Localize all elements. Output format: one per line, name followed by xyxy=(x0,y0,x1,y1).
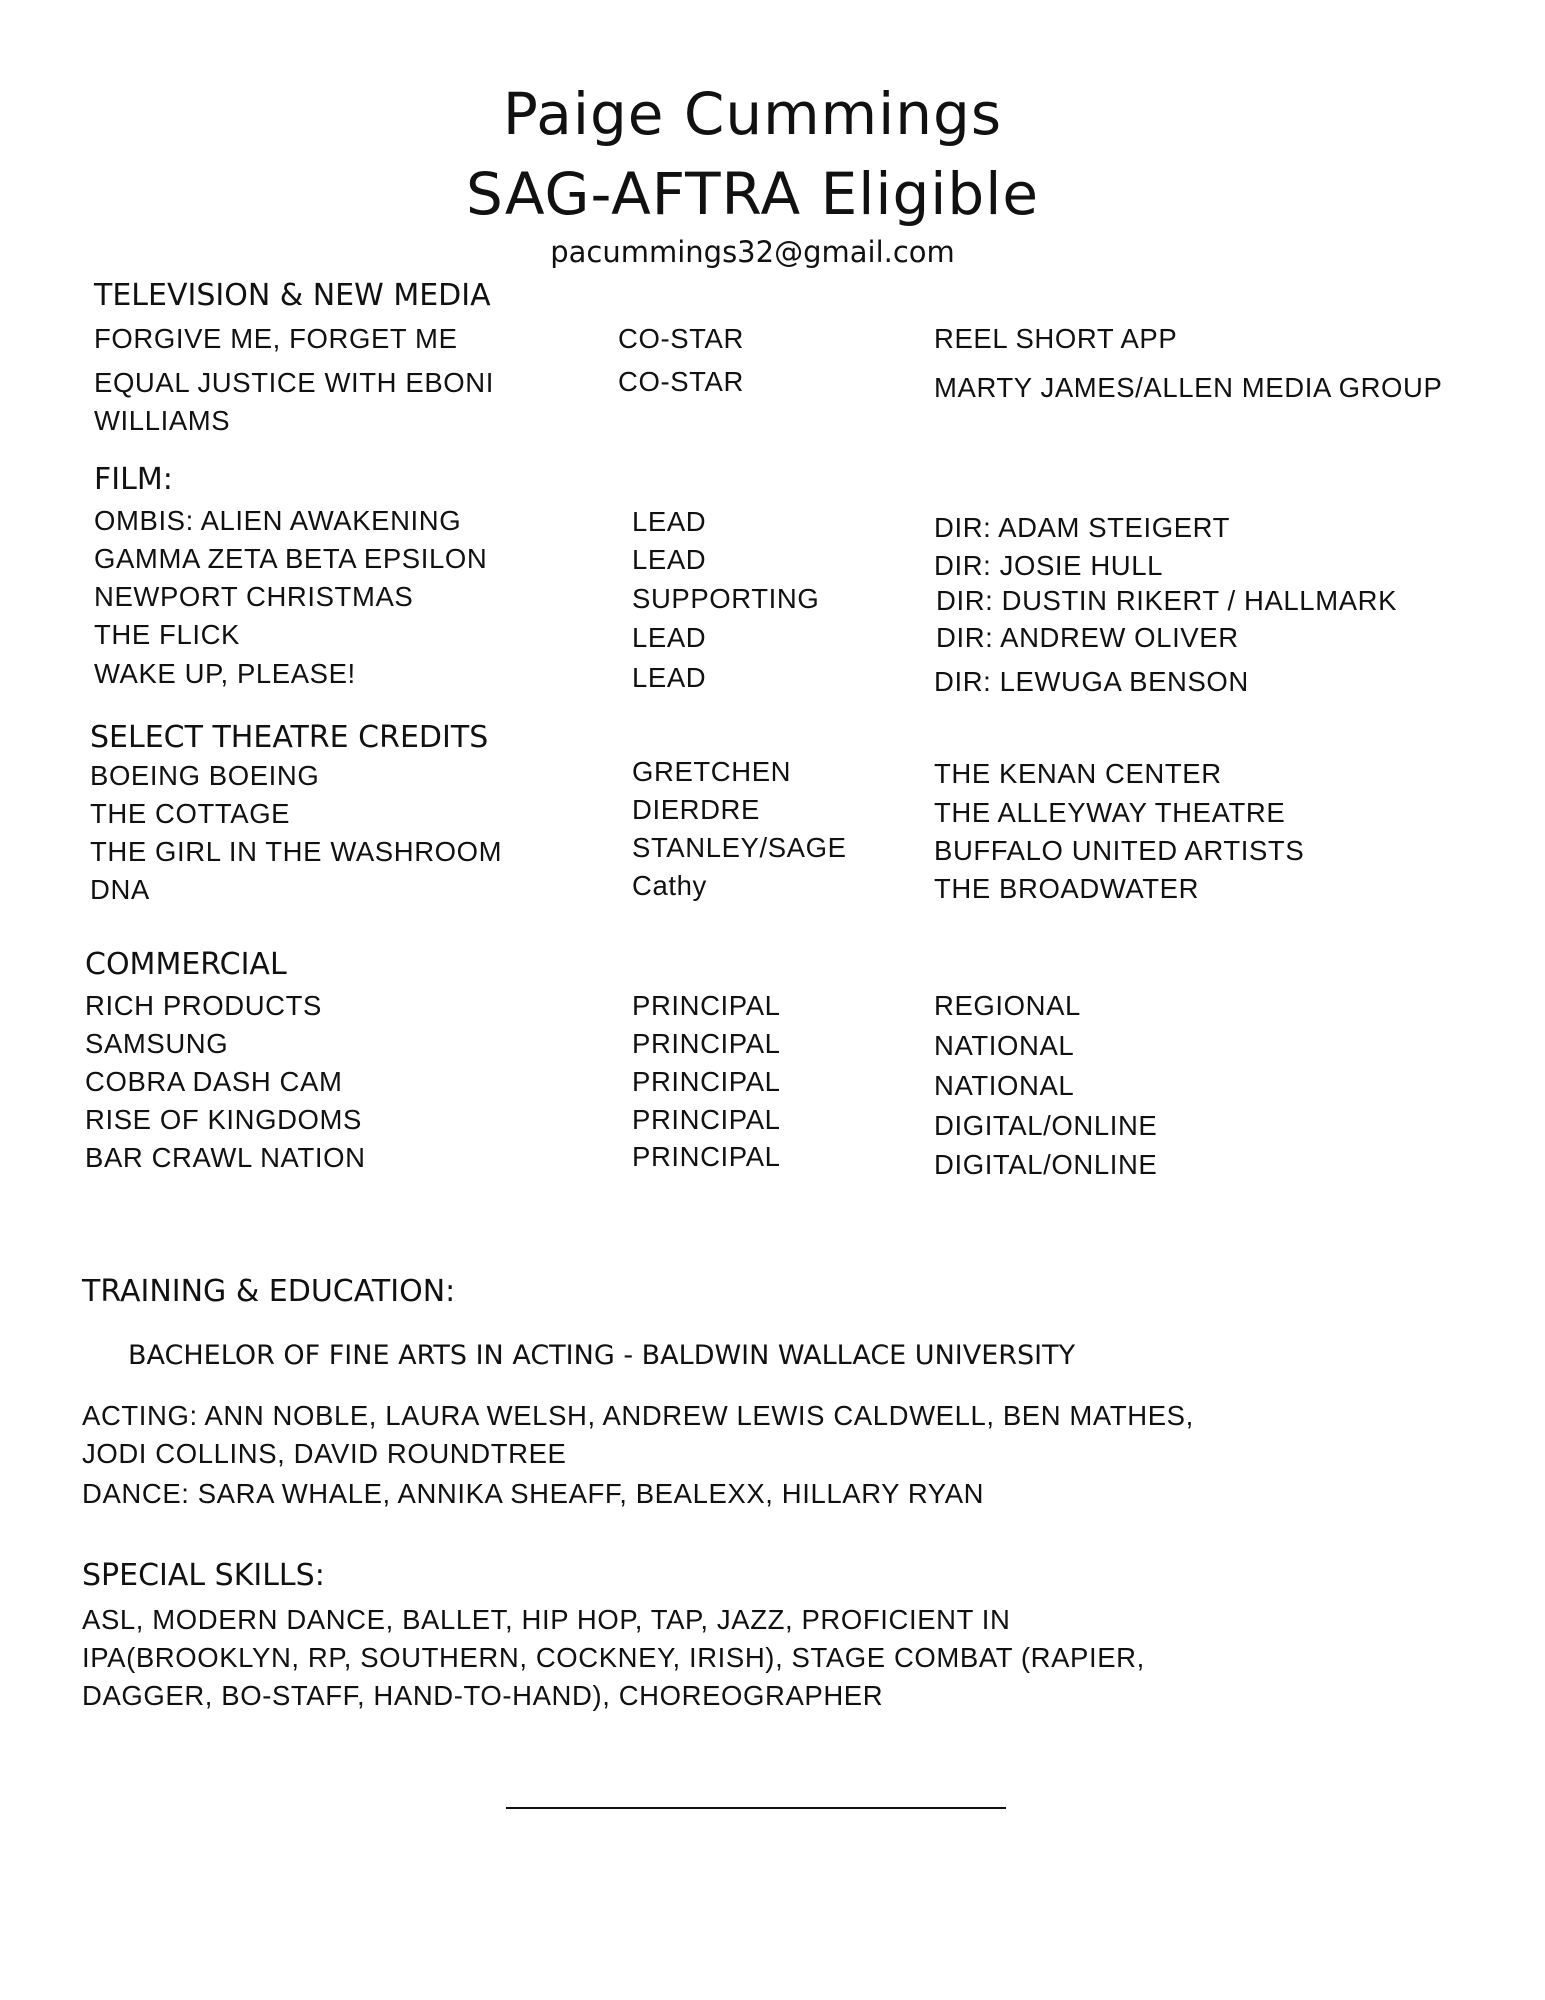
credit-title: GAMMA ZETA BETA EPSILON xyxy=(94,543,488,574)
credit-role: LEAD xyxy=(632,622,707,653)
credit-company: NATIONAL xyxy=(934,1030,1075,1061)
union-status: SAG-AFTRA Eligible xyxy=(465,160,1040,228)
credit-company: DIR: LEWUGA BENSON xyxy=(934,666,1249,697)
credit-title: EQUAL JUSTICE WITH EBONI WILLIAMS xyxy=(94,367,494,436)
credit-company: DIR: ADAM STEIGERT xyxy=(934,512,1231,543)
email-address[interactable]: pacummings32@gmail.com xyxy=(550,235,955,269)
credit-role: CO-STAR xyxy=(618,366,744,397)
credit-role: PRINCIPAL xyxy=(632,1066,781,1097)
credit-company: MARTY JAMES/ALLEN MEDIA GROUP xyxy=(934,372,1443,403)
special-skills-text: ASL, MODERN DANCE, BALLET, HIP HOP, TAP, JAZZ, PROFICIENT IN IPA(BROOKLYN, RP, SOUTHERN, COCKNEY, IRISH), STAGE COMBAT (RAPIER, DAGGER, BO-STAFF, HAND-TO-HAND), CHOREOGRAPHER xyxy=(82,1604,1145,1711)
credit-company: REEL SHORT APP xyxy=(934,323,1178,354)
divider-line xyxy=(506,1807,1006,1809)
credit-company: BUFFALO UNITED ARTISTS xyxy=(934,835,1305,866)
section-heading-skills: SPECIAL SKILLS: xyxy=(82,1558,325,1593)
credit-title: FORGIVE ME, FORGET ME xyxy=(94,323,458,354)
credit-company: DIR: JOSIE HULL xyxy=(934,550,1164,581)
credit-role: PRINCIPAL xyxy=(632,1028,781,1059)
credit-role: PRINCIPAL xyxy=(632,990,781,1021)
credit-title: BAR CRAWL NATION xyxy=(85,1142,366,1173)
credit-company: THE BROADWATER xyxy=(934,873,1200,904)
credit-company: THE KENAN CENTER xyxy=(934,758,1222,789)
credit-title: NEWPORT CHRISTMAS xyxy=(94,581,414,612)
credit-title: WAKE UP, PLEASE! xyxy=(94,658,356,689)
credit-company: REGIONAL xyxy=(934,990,1081,1021)
credit-role: Cathy xyxy=(632,870,707,901)
credit-role: DIERDRE xyxy=(632,794,760,825)
section-heading-theatre: SELECT THEATRE CREDITS xyxy=(90,720,489,755)
credit-role: PRINCIPAL xyxy=(632,1104,781,1135)
degree-line: BACHELOR OF FINE ARTS IN ACTING - BALDWIN WALLACE UNIVERSITY xyxy=(128,1340,1076,1371)
credit-title: DNA xyxy=(90,874,150,905)
credit-role: LEAD xyxy=(632,662,707,693)
credit-title: BOEING BOEING xyxy=(90,760,320,791)
credit-company: DIGITAL/ONLINE xyxy=(934,1149,1158,1180)
credit-title: RISE OF KINGDOMS xyxy=(85,1104,362,1135)
credit-role: LEAD xyxy=(632,544,707,575)
credit-title: THE FLICK xyxy=(94,619,240,650)
credit-company: NATIONAL xyxy=(934,1070,1075,1101)
section-heading-television: TELEVISION & NEW MEDIA xyxy=(94,278,491,313)
credit-title: RICH PRODUCTS xyxy=(85,990,322,1021)
credit-role: PRINCIPAL xyxy=(632,1141,781,1172)
acting-teachers: ACTING: ANN NOBLE, LAURA WELSH, ANDREW LEWIS CALDWELL, BEN MATHES, JODI COLLINS, DAVID ROUNDTREE xyxy=(82,1400,1194,1469)
section-heading-commercial: COMMERCIAL xyxy=(85,947,287,982)
credit-role: CO-STAR xyxy=(618,323,744,354)
credit-company: DIR: ANDREW OLIVER xyxy=(936,622,1239,653)
credit-title: THE GIRL IN THE WASHROOM xyxy=(90,836,503,867)
dance-teachers: DANCE: SARA WHALE, ANNIKA SHEAFF, BEALEXX, HILLARY RYAN xyxy=(82,1478,985,1509)
credit-company: THE ALLEYWAY THEATRE xyxy=(934,797,1286,828)
credit-role: STANLEY/SAGE xyxy=(632,832,847,863)
credit-title: OMBIS: ALIEN AWAKENING xyxy=(94,505,462,536)
actor-name: Paige Cummings xyxy=(502,80,1003,148)
credit-company: DIGITAL/ONLINE xyxy=(934,1110,1158,1141)
section-heading-training: TRAINING & EDUCATION: xyxy=(82,1274,456,1309)
section-heading-film: FILM: xyxy=(94,462,173,497)
credit-title: SAMSUNG xyxy=(85,1028,229,1059)
credit-role: LEAD xyxy=(632,506,707,537)
credit-title: THE COTTAGE xyxy=(90,798,291,829)
credit-role: SUPPORTING xyxy=(632,583,820,614)
credit-role: GRETCHEN xyxy=(632,756,792,787)
credit-title: COBRA DASH CAM xyxy=(85,1066,343,1097)
credit-company: DIR: DUSTIN RIKERT / HALLMARK xyxy=(936,585,1398,616)
